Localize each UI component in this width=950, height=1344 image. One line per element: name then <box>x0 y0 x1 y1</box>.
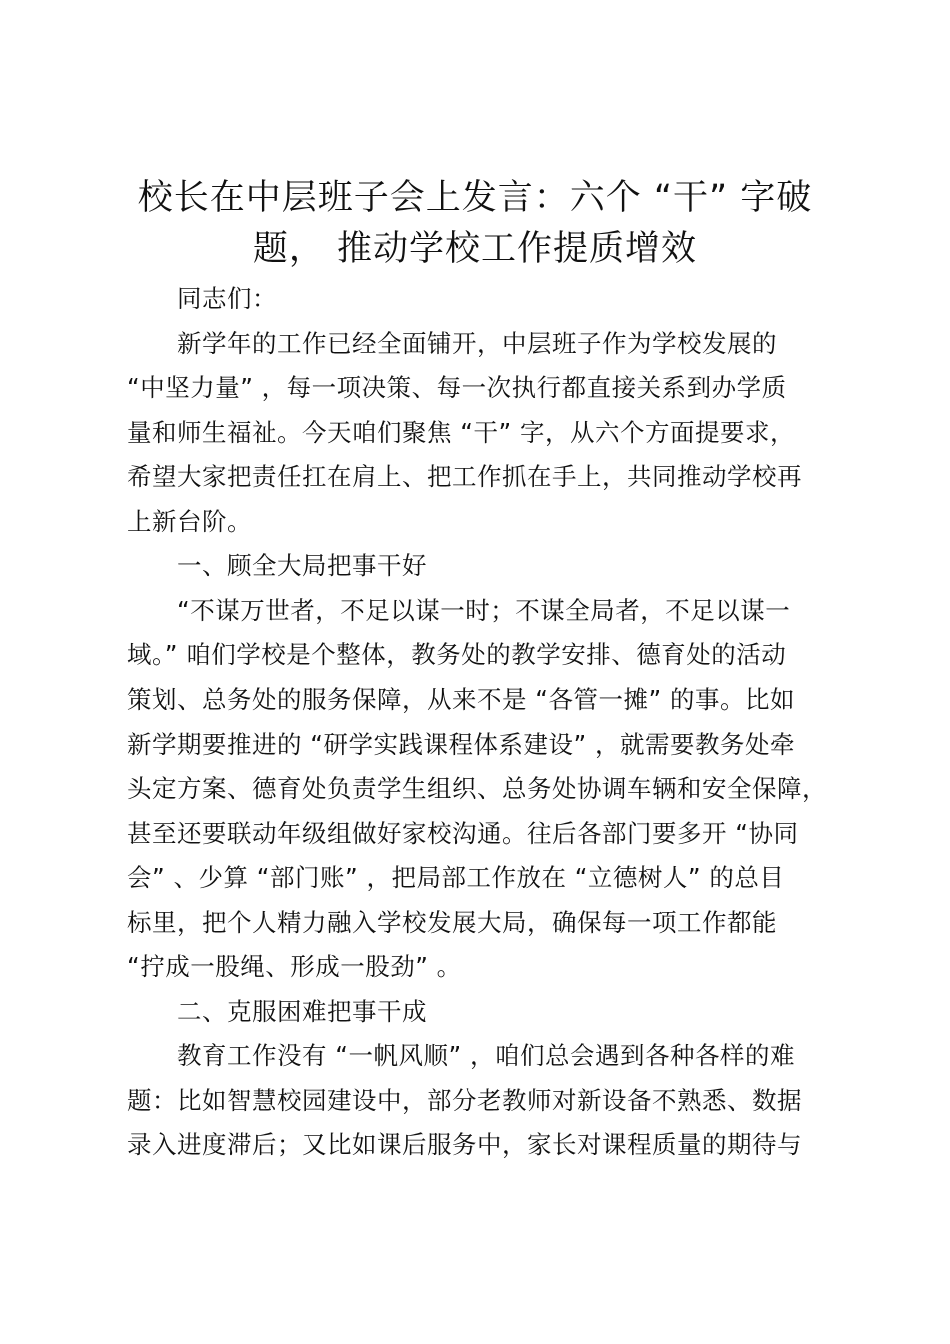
section-heading: 一、顾全大局把事干好 <box>177 551 427 580</box>
paragraph-line: “不谋万世者，不足以谋一时；不谋全局者，不足以谋一 <box>177 596 791 625</box>
paragraph-line: 题：比如智慧校园建设中，部分老教师对新设备不熟悉、数据 <box>127 1086 802 1115</box>
document-title-line-1: 校长在中层班子会上发言：六个 “干” 字破 <box>137 178 813 218</box>
paragraph-line: 策划、总务处的服务保障，从来不是 “各管一摊” 的事。比如 <box>127 685 795 714</box>
paragraph-line: “拧成一股绳、形成一股劲” 。 <box>127 952 462 981</box>
paragraph-line: 甚至还要联动年级组做好家校沟通。往后各部门要多开 “协同 <box>127 819 799 848</box>
paragraph-line: 教育工作没有 “一帆风顺” ，咱们总会遇到各种各样的难 <box>177 1041 795 1070</box>
paragraph-line: 域。” 咱们学校是个整体，教务处的教学安排、德育处的活动 <box>127 640 787 669</box>
paragraph-line: 头定方案、德育处负责学生组织、总务处协调车辆和安全保障， <box>127 774 827 803</box>
paragraph-line: 新学期要推进的 “研学实践课程体系建设” ，就需要教务处牵 <box>127 730 795 759</box>
paragraph-line: 新学年的工作已经全面铺开，中层班子作为学校发展的 <box>177 329 777 358</box>
section-heading: 二、克服困难把事干成 <box>177 997 427 1026</box>
paragraph-line: 录入进度滞后；又比如课后服务中，家长对课程质量的期待与 <box>127 1130 802 1159</box>
document-title-line-2: 题， 推动学校工作提质增效 <box>252 229 698 269</box>
paragraph-line: 量和师生福祉。今天咱们聚焦 “干” 字，从六个方面提要求， <box>127 418 795 447</box>
paragraph-line: 标里，把个人精力融入学校发展大局，确保每一项工作都能 <box>127 908 777 937</box>
salutation: 同志们： <box>177 284 277 313</box>
paragraph-line: 希望大家把责任扛在肩上、把工作抓在手上，共同推动学校再 <box>127 462 802 491</box>
paragraph-line: 会” 、少算 “部门账” ，把局部工作放在 “立德树人” 的总目 <box>127 863 785 892</box>
paragraph-line: “中坚力量” ，每一项决策、每一次执行都直接关系到办学质 <box>127 373 787 402</box>
paragraph-line: 上新台阶。 <box>127 507 252 536</box>
